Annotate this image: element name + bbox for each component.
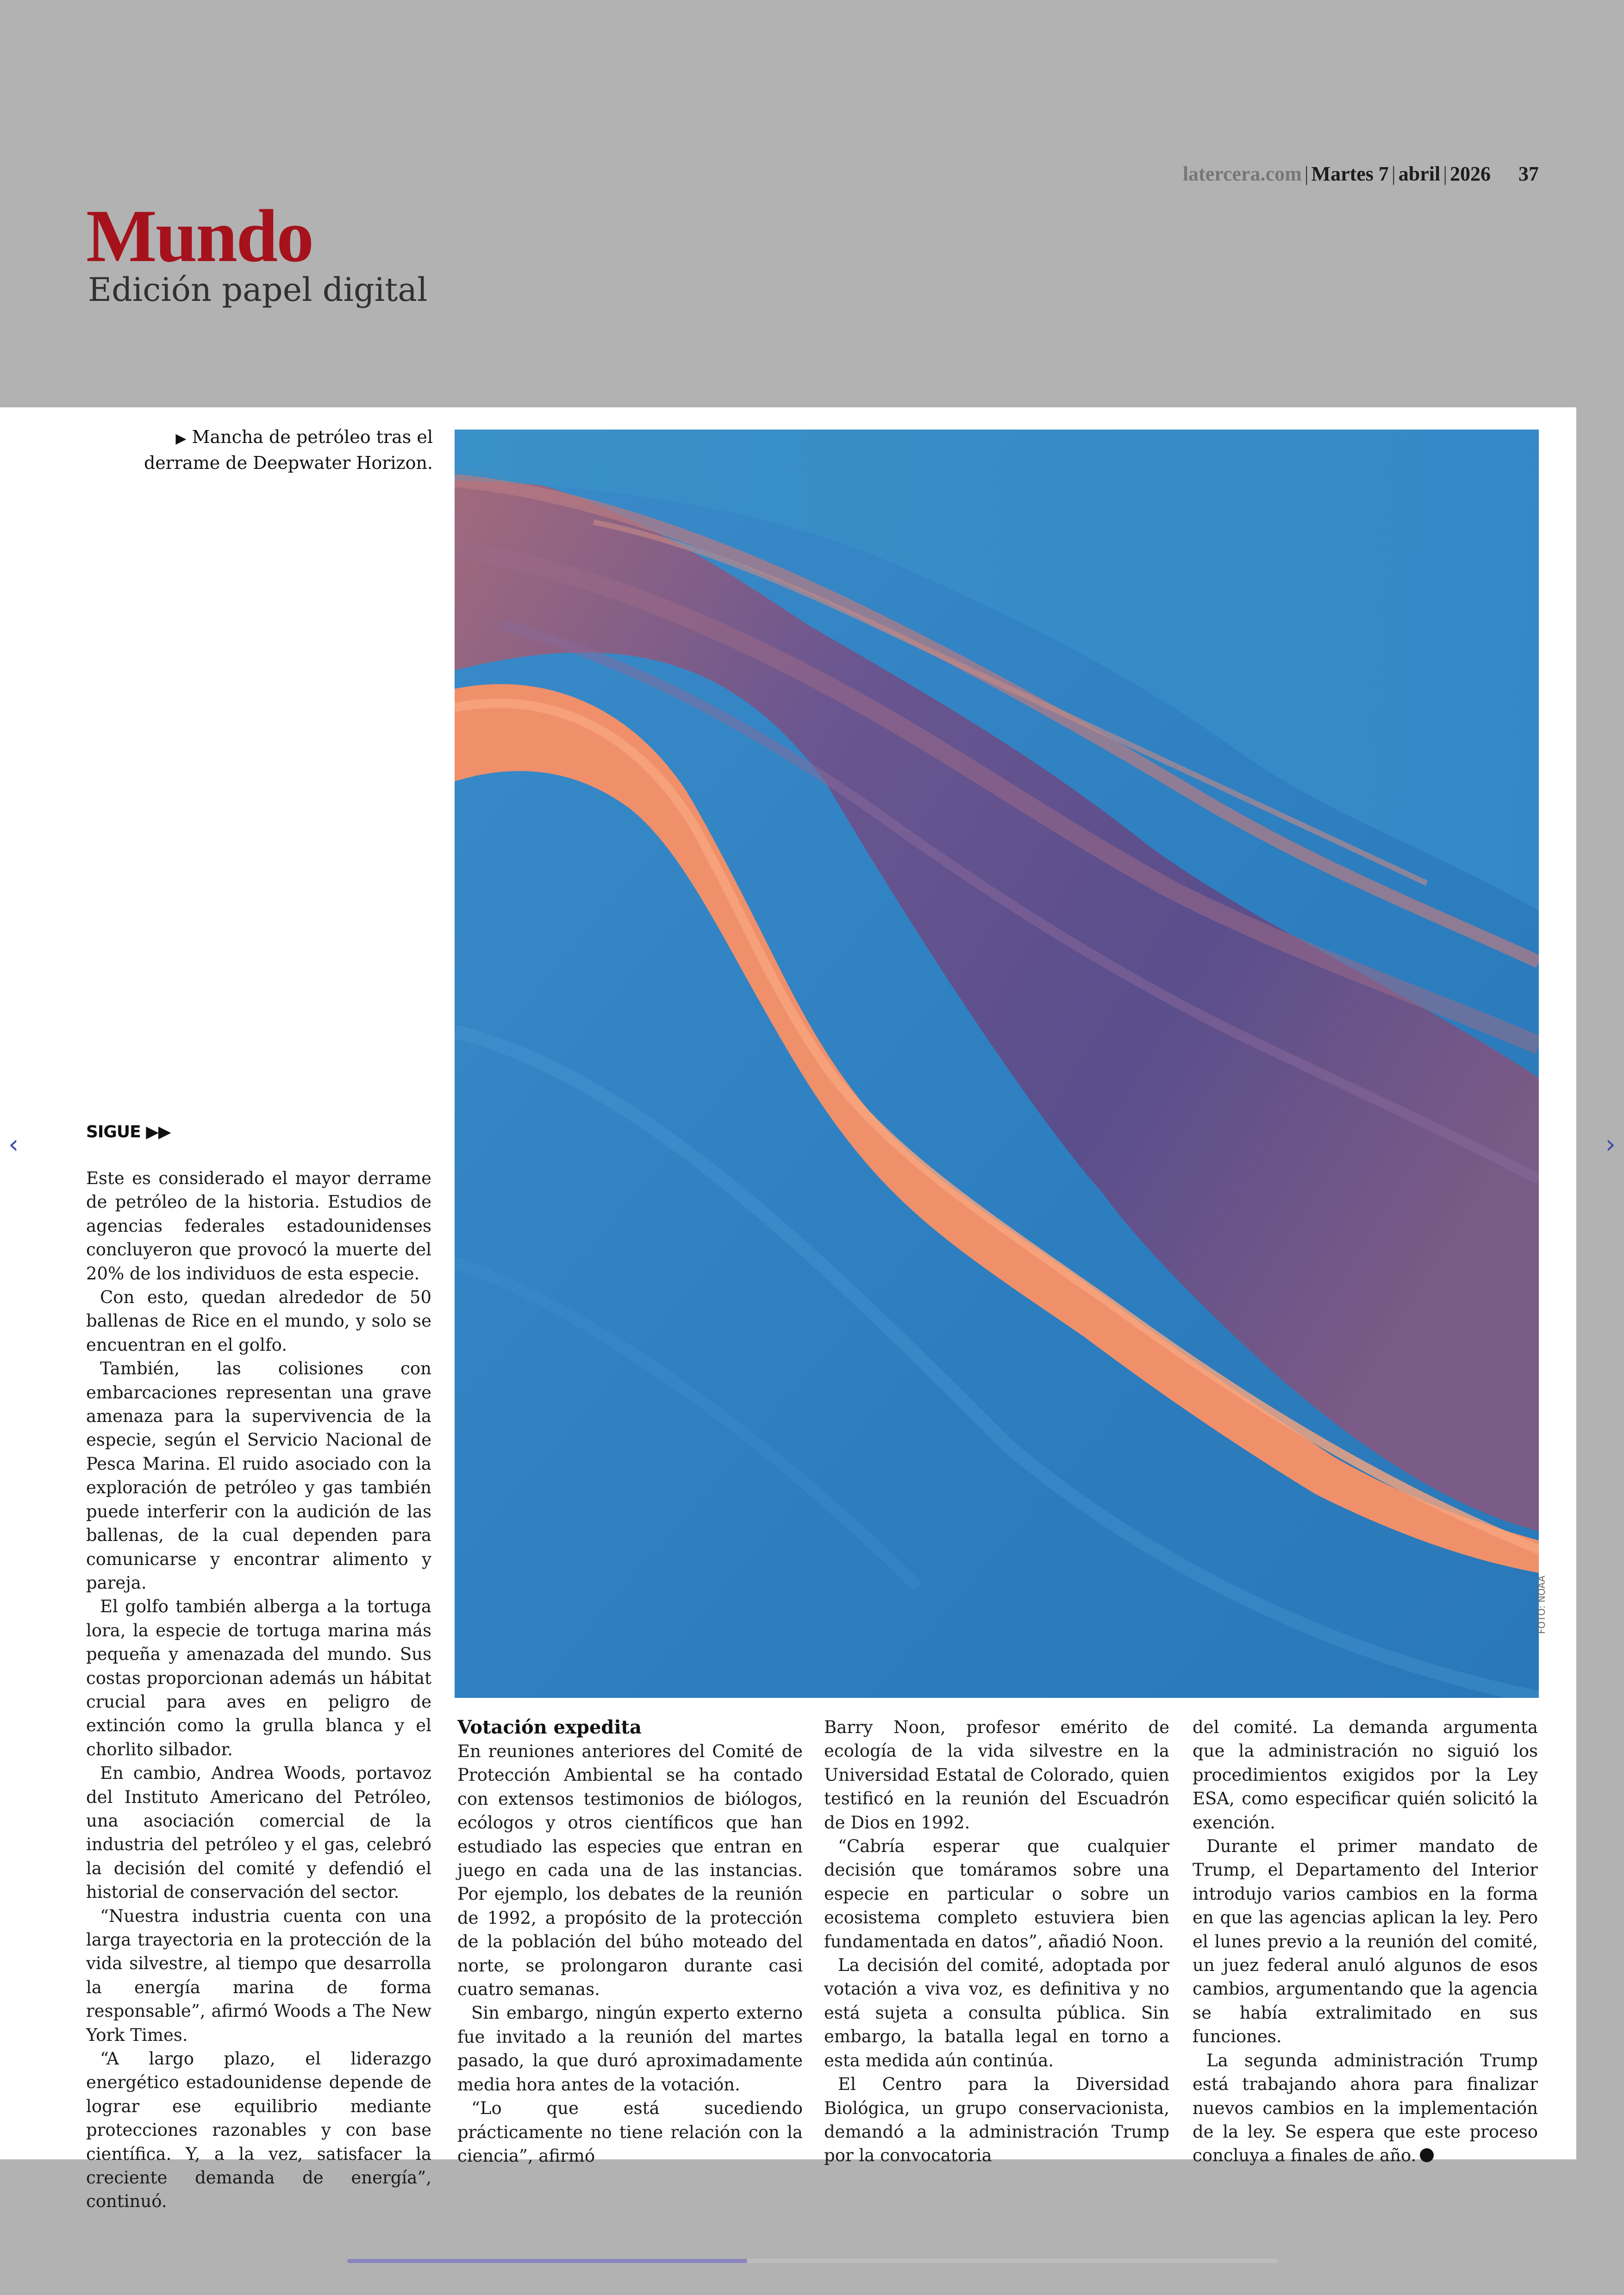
reading-progress-fill	[347, 2259, 747, 2263]
article-column-4	[1193, 1715, 1538, 2168]
paragraph: Con esto, quedan alrededor de 50 ballenas de Rice en el mundo, y solo se encuentran en el golfo.	[86, 1287, 431, 1355]
edition-day: Martes 7	[1311, 162, 1389, 185]
edition-year: 2026	[1450, 162, 1491, 185]
photo-credit: FOTO: NOAA	[1536, 1575, 1547, 1634]
paragraph: El Centro para la Diversidad Biológica, un grupo conservacionista, demandó a la administración Trump por la convocatoria	[824, 2074, 1169, 2166]
edition-meta: latercera.com | Martes 7 | abril | 2026 37	[1182, 162, 1539, 185]
paragraph: “A largo plazo, el liderazgo energético estadounidense depende de lograr ese equilibrio mediante protecciones razonables y con base científica. Y, a la vez, satisfacer la creciente demanda de energía”, continuó.	[86, 2049, 431, 2212]
caption-text: Mancha de petróleo tras el derrame de Deepwater Horizon.	[144, 427, 433, 473]
photo-caption	[125, 425, 433, 475]
continues-marker: SIGUE ▶▶	[86, 1123, 171, 1141]
paragraph: Sin embargo, ningún experto externo fue invitado a la reunión del martes pasado, la que duró aproximadamente media hora antes de la votación.	[457, 2003, 803, 2095]
edition-month: abril	[1398, 162, 1441, 185]
paragraph: “Nuestra industria cuenta con una larga trayectoria en la protección de la vida silvestre, al tiempo que desarrolla la energía marina de forma responsable”, afirmó Woods a The New York Times.	[86, 1906, 431, 2045]
section-title: Mundo	[86, 195, 313, 278]
next-page-button[interactable]: ›	[1605, 1129, 1616, 1160]
subheading: Votación expedita	[457, 1716, 642, 1738]
article-column-1	[86, 1166, 431, 2214]
paragraph: “Lo que está sucediendo prácticamente no tiene relación con la ciencia”, afirmó	[457, 2098, 803, 2166]
page-number: 37	[1518, 162, 1539, 185]
paragraph: Barry Noon, profesor emérito de ecología de la vida silvestre en la Universidad Estatal de Colorado, quien testificó en la reunión del Escuadrón de Dios en 1992.	[824, 1717, 1169, 1833]
reading-progress-bar[interactable]	[347, 2259, 1278, 2263]
oil-spill-illustration	[455, 430, 1539, 1698]
caption-triangle-icon: ▶	[175, 430, 187, 447]
end-mark-icon	[1420, 2148, 1434, 2162]
previous-page-button[interactable]: ‹	[8, 1129, 19, 1160]
paragraph: La decisión del comité, adoptada por votación a viva voz, es definitiva y no está sujeta a consulta pública. Sin embargo, la batalla legal en torno a esta medida aún continúa.	[824, 1955, 1169, 2070]
paragraph: En cambio, Andrea Woods, portavoz del Instituto Americano del Petróleo, una asociación comercial de la industria del petróleo y el gas, celebró la decisión del comité y defendió el historial de conservación del sector.	[86, 1763, 431, 1902]
section-subtitle: Edición papel digital	[88, 271, 428, 309]
paragraph-text: La segunda administración Trump está trabajando ahora para finalizar nuevos cambios en la implementación de la ley. Se espera que este proceso concluya a finales de año.	[1193, 2050, 1538, 2166]
article-column-2	[457, 1715, 803, 2168]
article-column-3	[824, 1715, 1169, 2168]
site-name: latercera.com	[1182, 162, 1302, 185]
paragraph: El golfo también alberga a la tortuga lora, la especie de tortuga marina más pequeña y amenazada del mundo. Sus costas proporcionan además un hábitat crucial para aves en peligro de extinción como la grulla blanca y el chorlito silbador.	[86, 1597, 431, 1759]
paragraph: Este es considerado el mayor derrame de petróleo de la historia. Estudios de agencias federales estadounidenses concluyeron que provocó la muerte del 20% de los individuos de esta especie.	[86, 1168, 431, 1284]
paragraph: Durante el primer mandato de Trump, el Departamento del Interior introdujo varios cambios en la forma en que las agencias aplican la ley. Pero el lunes previo a la reunión del comité, un juez federal anuló algunos de esos cambios, argumentando que la agencia se había extralimitado en sus funciones.	[1193, 1836, 1538, 2047]
oil-spill-photo	[455, 430, 1539, 1698]
paragraph	[1193, 2049, 1538, 2168]
paragraph: “Cabría esperar que cualquier decisión que tomáramos sobre una especie en particular o sobre un ecosistema completo estuviera bien fundamentada en datos”, añadió Noon.	[824, 1836, 1169, 1952]
paragraph: En reuniones anteriores del Comité de Protección Ambiental se ha contado con extensos testimonios de biólogos, ecólogos y otros científicos que han estudiado las especies que entran en juego en cada una de las instancias. Por ejemplo, los debates de la reunión de 1992, a propósito de la protección de la población del búho moteado del norte, se prolongaron durante casi cuatro semanas.	[457, 1741, 803, 2000]
paragraph: También, las colisiones con embarcaciones representan una grave amenaza para la supervivencia de la especie, según el Servicio Nacional de Pesca Marina. El ruido asociado con la exploración de petróleo y gas también puede interferir con la audición de las ballenas, de la cual dependen para comunicarse y encontrar alimento y pareja.	[86, 1359, 431, 1593]
paragraph: del comité. La demanda argumenta que la administración no siguió los procedimientos exigidos por la Ley ESA, como especificar quién solicitó la exención.	[1193, 1717, 1538, 1833]
